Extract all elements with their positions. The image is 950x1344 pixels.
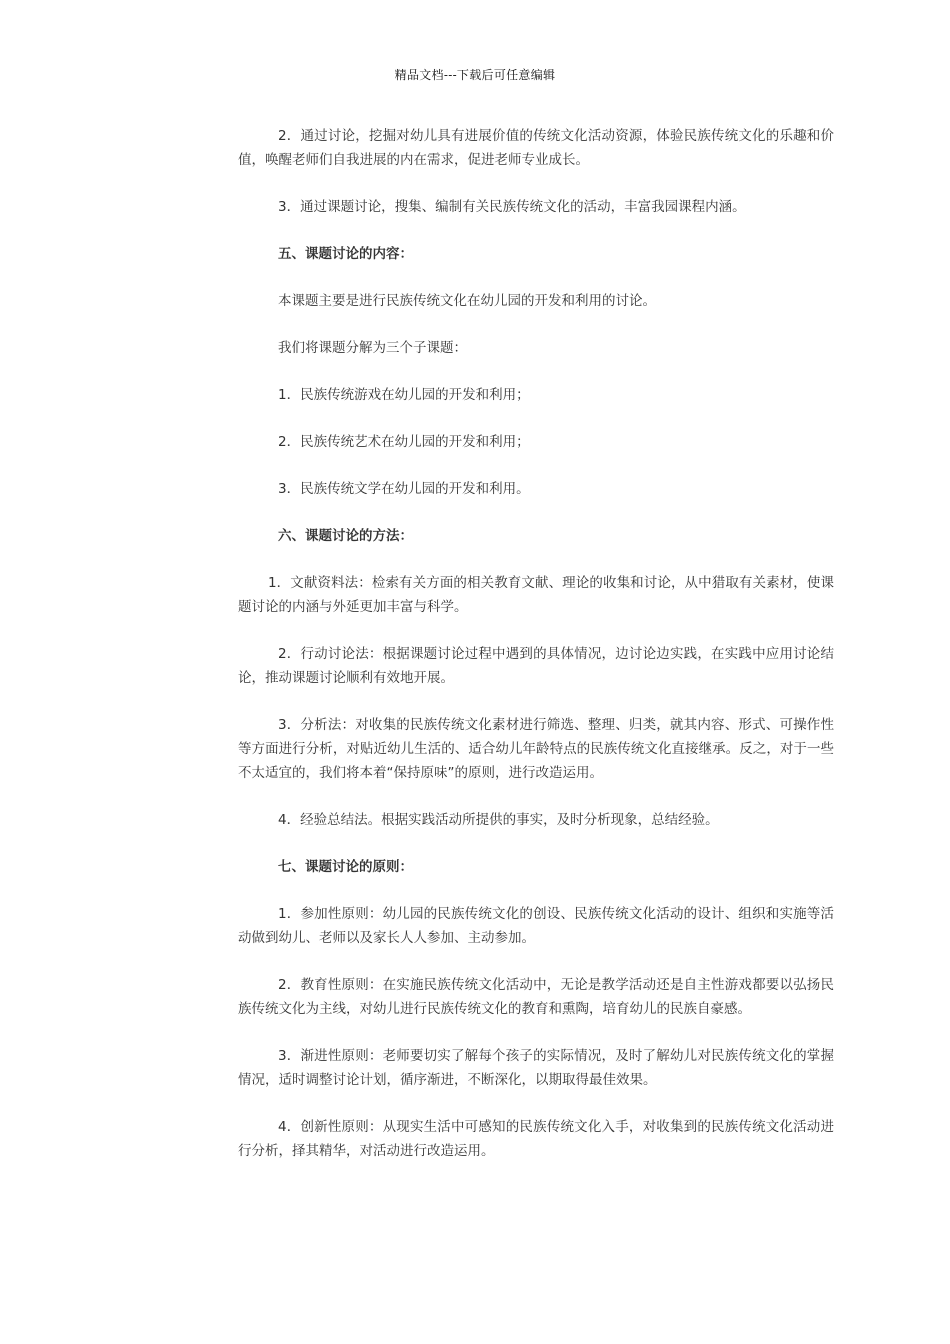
list-item-subtopic-2: 2．民族传统艺术在幼儿园的开发和利用； xyxy=(278,434,530,450)
paragraph-method-2: 2．行动讨论法：根据课题讨论过程中遇到的具体情况，边讨论边实践，在实践中应用讨论结论，推动课题讨论顺利有效地开展。 xyxy=(238,646,834,686)
section-heading-content: 五、课题讨论的内容： xyxy=(278,246,413,262)
document-header: 精品文档---下载后可任意编辑 xyxy=(394,68,556,82)
paragraph-subtopics-intro: 我们将课题分解为三个子课题： xyxy=(278,340,467,356)
paragraph-goal-3: 3．通过课题讨论，搜集、编制有关民族传统文化的活动，丰富我园课程内涵。 xyxy=(278,199,746,215)
paragraph-principle-1: 1．参加性原则：幼儿园的民族传统文化的创设、民族传统文化活动的设计、组织和实施等活动做到幼儿、老师以及家长人人参加、主动参加。 xyxy=(238,906,834,946)
list-item-subtopic-3: 3．民族传统文学在幼儿园的开发和利用。 xyxy=(278,481,530,497)
list-item-subtopic-1: 1．民族传统游戏在幼儿园的开发和利用； xyxy=(278,387,530,403)
paragraph-principle-3: 3．渐进性原则：老师要切实了解每个孩子的实际情况，及时了解幼儿对民族传统文化的掌握情况，适时调整讨论计划，循序渐进，不断深化，以期取得最佳效果。 xyxy=(238,1048,834,1088)
document-body xyxy=(238,124,834,1163)
paragraph-content-intro: 本课题主要是进行民族传统文化在幼儿园的开发和利用的讨论。 xyxy=(278,293,656,309)
section-heading-methods: 六、课题讨论的方法： xyxy=(278,528,413,544)
section-heading-principles: 七、课题讨论的原则： xyxy=(278,859,413,875)
paragraph-method-3: 3．分析法：对收集的民族传统文化素材进行筛选、整理、归类，就其内容、形式、可操作性等方面进行分析，对贴近幼儿生活的、适合幼儿年龄特点的民族传统文化直接继承。反之，对于一些不太适宜的，我们将本着“保持原味”的原则，进行改造运用。 xyxy=(238,717,834,781)
paragraph-principle-4: 4．创新性原则：从现实生活中可感知的民族传统文化入手，对收集到的民族传统文化活动进行分析，择其精华，对活动进行改造运用。 xyxy=(238,1119,834,1159)
paragraph-method-4: 4．经验总结法。根据实践活动所提供的事实，及时分析现象，总结经验。 xyxy=(278,812,719,828)
paragraph-principle-2: 2．教育性原则：在实施民族传统文化活动中，无论是教学活动还是自主性游戏都要以弘扬民族传统文化为主线，对幼儿进行民族传统文化的教育和熏陶，培育幼儿的民族自豪感。 xyxy=(238,977,834,1017)
paragraph-method-1: 1．文献资料法：检索有关方面的相关教育文献、理论的收集和讨论，从中猎取有关素材，使课题讨论的内涵与外延更加丰富与科学。 xyxy=(238,575,834,615)
paragraph-goal-2: 2．通过讨论，挖掘对幼儿具有进展价值的传统文化活动资源，体验民族传统文化的乐趣和价值，唤醒老师们自我进展的内在需求，促进老师专业成长。 xyxy=(238,128,834,168)
